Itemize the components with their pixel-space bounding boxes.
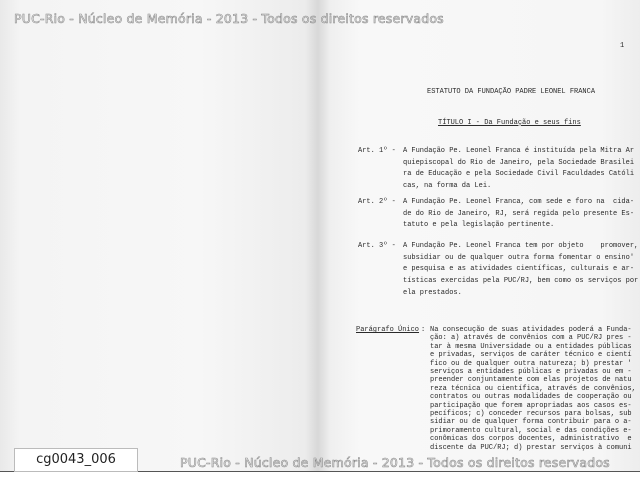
article-line: tísticas exercidas pela PUC/RJ, bem como os serviços por: [403, 277, 639, 286]
article-line: subsidiar ou de qualquer outra forma fomentar o ensino': [403, 253, 635, 262]
section-title: TÍTULO I - Da Fundação e seus fins: [438, 119, 581, 127]
paragraph-line: discente da PUC/RJ; d) prestar serviços à comuni: [430, 443, 632, 452]
article-line: cas, na forma da Lei.: [403, 182, 492, 191]
paragraph-label: Parágrafo Único: [356, 326, 420, 334]
paragraph-line: reza técnica ou científica, através de convênios,: [430, 384, 636, 393]
document-id-label[interactable]: cg0043_006: [14, 448, 138, 472]
article-line: ela prestados.: [403, 288, 462, 297]
page-number: 1: [620, 42, 625, 50]
paragraph-line: conômicas dos corpos docentes, administrativo e: [430, 435, 632, 444]
paragraph-line: sidiar ou de qualquer forma contribuir para o a-: [430, 418, 632, 427]
article-line: ra de Educação e pela Sociedade Civil Faculdades Católi: [403, 170, 635, 179]
article-line: A Fundação Pe. Leonel Franca é instituída pela Mitra Ar: [403, 147, 635, 155]
watermark-top: PUC-Rio - Núcleo de Memória - 2013 - Todos os direitos reservados: [14, 11, 444, 26]
paragraph-colon: :: [421, 326, 426, 334]
article-line: quiepiscopal do Rio de Janeiro, pela Sociedade Brasilei: [403, 158, 635, 167]
article-label: Art. 1º -: [358, 147, 401, 155]
paragraph-line: contratos ou outras modalidades de cooperação ou: [430, 393, 632, 402]
paragraph-line: fico ou de qualquer outra natureza; b) prestar ': [430, 359, 632, 368]
paragraph-line: ção: a) através de convênios com a PUC/RJ pres -: [430, 334, 632, 343]
paragraph-line: participação que forem apropriadas aos casos es-: [430, 401, 632, 410]
paragraph-line: preender conjuntamente com elas projetos de natu: [430, 376, 632, 385]
paragraph-line: primoramento cultural, social e das condições e-: [430, 426, 632, 435]
article-line: A Fundação Pe. Leonel Franca, com sede e foro na cida-: [403, 198, 635, 206]
watermark-bottom: PUC-Rio - Núcleo de Memória - 2013 - Todos os direitos reservados: [180, 455, 610, 470]
article-label: Art. 3º -: [358, 242, 401, 250]
paragraph-line: e privadas, serviços de caráter técnico e cientí: [430, 351, 632, 360]
article-line: e pesquisa e as atividades científicas, culturais e ar-: [403, 265, 635, 274]
article-line: A Fundação Pe. Leonel Franca tem por objeto promover,: [403, 242, 639, 250]
paragraph-line: tar à mesma Universidade ou a entidades públicas: [430, 342, 632, 351]
article-line: de do Rio de Janeiro, RJ, será regida pelo presente Es-: [403, 209, 635, 218]
paragraph-line: Na consecução de suas atividades poderá a Funda-: [430, 326, 632, 334]
article-line: tatuto e pela legislação pertinente.: [403, 221, 555, 230]
document-title: ESTATUTO DA FUNDAÇÃO PADRE LEONEL FRANCA: [427, 88, 596, 96]
article-label: Art. 2º -: [358, 198, 401, 206]
paragraph-line: pecíficos; c) conceder recursos para bolsas, sub: [430, 410, 632, 418]
paragraph-line: serviços a entidades públicas e privadas ou em -: [430, 368, 632, 376]
